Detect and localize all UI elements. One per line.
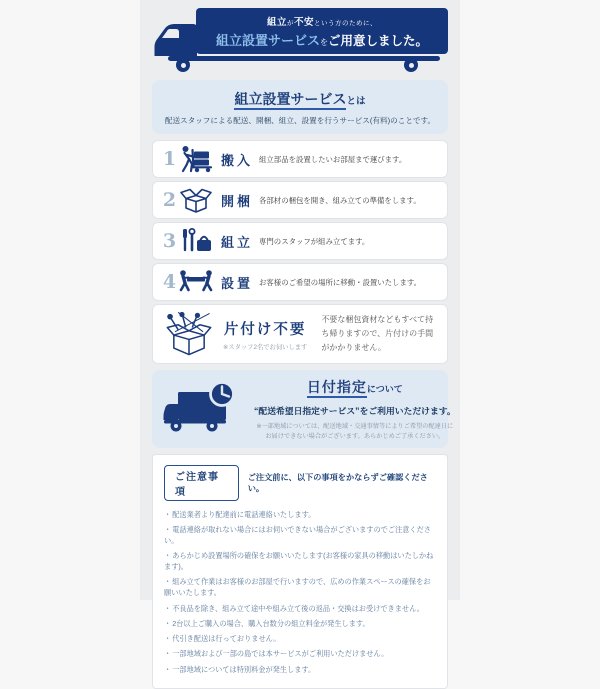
step-title: 設置 — [221, 275, 254, 291]
cleanup-title: 片付け不要 — [223, 321, 307, 338]
banner-text-box — [196, 8, 448, 54]
service-intro-box — [152, 80, 448, 134]
step-number: 1 — [162, 148, 177, 170]
step-card-carry-in — [152, 140, 448, 178]
unpacked-box-icon — [163, 310, 215, 358]
date-designation-note: ※一部地域については、配送地域・交通事情等によりご希望の配達日にお届けできない場合がございます。あらかじめご了承ください。 — [256, 422, 454, 440]
tools-icon — [177, 226, 215, 256]
cleanup-title-block — [223, 318, 307, 351]
notice-item: ・ 組み立て作業はお客様のお部屋で行いますので、広めの作業スペースの確保をお願いいたします。 — [164, 577, 436, 599]
notice-list — [164, 510, 436, 676]
notice-item: ・ 配送業者より配達前に電話連絡いたします。 — [164, 510, 436, 521]
notice-item: ・ 不良品を除き、組み立て途中や組み立て後の返品・交換はお受けできません。 — [164, 604, 436, 615]
truck-cab-icon — [152, 21, 198, 57]
date-designation-title: 日付指定について — [254, 377, 456, 397]
step-title: 組立 — [221, 234, 254, 250]
assembly-service-panel — [140, 0, 460, 674]
notice-item: ・ 一部地域については特別料金が発生します。 — [164, 665, 436, 676]
hand-truck-person-icon — [177, 144, 215, 174]
step-title: 開梱 — [221, 193, 254, 209]
notice-badge: ご注意事項 — [164, 465, 239, 501]
step-description: 組立部品を設置したいお部屋まで運びます。 — [259, 154, 407, 164]
truck-clock-icon — [162, 380, 248, 438]
step-card-unpack — [152, 181, 448, 219]
cleanup-note: ※スタッフ2名でお伺いします — [223, 343, 308, 351]
step-number: 3 — [162, 230, 177, 252]
date-designation-text — [254, 377, 456, 442]
notice-item: ・ 一部地域および一部の島では本サービスがご利用いただけません。 — [164, 649, 436, 660]
step-number: 2 — [162, 189, 177, 211]
step-card-assemble — [152, 222, 448, 260]
notice-header — [164, 465, 436, 501]
notice-item: ・ 代引き配送は行っておりません。 — [164, 634, 436, 645]
notice-item: ・ あらかじめ設置場所の確保をお願いいたします(お客様の家具の移動はいたしかねます)。 — [164, 551, 436, 573]
banner — [152, 8, 448, 72]
service-intro-title: 組立設置サービスとは — [160, 89, 440, 109]
step-description: 専門のスタッフが組み立てます。 — [259, 236, 370, 246]
truck-wheel-icon — [176, 58, 190, 72]
step-title: 搬入 — [221, 152, 254, 168]
service-intro-description: 配送スタッフによる配送、開梱、組立、設置を行うサービス(有料)のことです。 — [164, 116, 436, 125]
step-card-install — [152, 263, 448, 301]
cleanup-card — [152, 304, 448, 364]
date-designation-box — [152, 370, 456, 448]
step-description: お客様のご希望の場所に移動・設置いたします。 — [259, 277, 422, 287]
notice-box — [152, 454, 448, 689]
notice-lead: ご注文前に、以下の事項をかならずご確認ください。 — [247, 473, 428, 493]
date-designation-lead: “配送希望日指定サービス”をご利用いただけます。 — [254, 405, 456, 416]
notice-item: ・ 2台以上ご購入の場合、購入台数分の組立料金が発生します。 — [164, 619, 436, 630]
truck-wheel-icon — [404, 58, 418, 72]
notice-item: ・ 電話連絡が取れない場合にはお伺いできない場合がございますのでご注意ください。 — [164, 525, 436, 547]
cleanup-description: 不要な梱包資材などもすべて持ち帰りますので、片付けの手間がかかりません。 — [321, 315, 434, 352]
step-number: 4 — [162, 271, 177, 293]
two-people-carrying-icon — [177, 267, 215, 297]
banner-line2: 組立設置サービスをご用意しました。 — [215, 32, 429, 48]
step-description: 各部材の梱包を開き、組み立ての準備をします。 — [259, 195, 421, 205]
banner-line1: 組立が不安という方のために、 — [266, 16, 378, 28]
truck-chassis — [168, 56, 440, 61]
open-box-icon — [177, 185, 215, 215]
